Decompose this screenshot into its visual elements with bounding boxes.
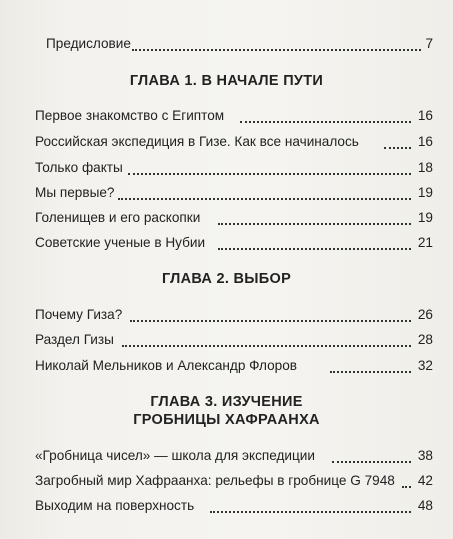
dot-leader <box>132 47 421 51</box>
dot-leader <box>130 318 411 322</box>
toc-entry-title: Раздел Гизы <box>35 332 114 347</box>
dot-leader <box>128 171 411 175</box>
chapter-1-heading <box>0 72 453 90</box>
toc-entry-title: Только факты <box>35 160 123 175</box>
toc-entry-title: «Гробница чисел» — школа для экспедиции <box>35 448 315 463</box>
toc-entry[interactable] <box>0 106 453 126</box>
toc-entry[interactable] <box>0 158 453 178</box>
toc-entry-title: Голенищев и его раскопки <box>35 210 201 225</box>
toc-entry-title: Мы первые? <box>35 185 115 200</box>
toc-entry-preface[interactable] <box>0 34 453 54</box>
toc-entry[interactable] <box>0 132 453 152</box>
toc-entry-page: 32 <box>417 358 433 373</box>
chapter-3-heading <box>0 393 453 429</box>
chapter-heading-line: ГЛАВА 2. ВЫБОР <box>161 271 292 287</box>
dot-leader <box>122 343 411 347</box>
toc-entry-page: 16 <box>417 134 433 149</box>
toc-entry-page: 16 <box>417 108 433 123</box>
chapter-2-heading <box>0 270 453 288</box>
chapter-heading-line: ГЛАВА 3. ИЗУЧЕНИЕ <box>150 394 303 410</box>
dot-leader <box>240 119 411 123</box>
toc-entry-title: Советские ученые в Нубии <box>35 235 206 250</box>
toc-entry-title: Николай Мельников и Александр Флоров <box>35 358 298 373</box>
toc-entry[interactable] <box>0 208 453 228</box>
toc-entry-page: 48 <box>417 498 433 513</box>
chapter-heading-line: ГЛАВА 1. В НАЧАЛЕ ПУТИ <box>129 73 324 89</box>
toc-entry-title: Предисловие <box>46 36 131 51</box>
dot-leader <box>118 196 411 200</box>
toc-entry-title: Первое знакомство с Египтом <box>35 108 225 123</box>
toc-entry-page: 7 <box>425 36 433 51</box>
toc-entry-page: 19 <box>417 210 433 225</box>
toc-entry[interactable] <box>0 496 453 516</box>
toc-entry-page: 28 <box>417 332 433 347</box>
dot-leader <box>218 246 411 250</box>
toc-entry-page: 26 <box>417 307 433 322</box>
toc-entry-page: 18 <box>417 160 433 175</box>
toc-entry[interactable] <box>0 330 453 350</box>
toc-entry[interactable] <box>0 305 453 325</box>
toc-entry-page: 42 <box>417 473 433 488</box>
toc-entry[interactable] <box>0 233 453 253</box>
dot-leader <box>210 509 411 513</box>
toc-entry-title: Загробный мир Хафраанха: рельефы в гробнице G 7948 <box>35 473 395 488</box>
chapter-heading-line: ГРОБНИЦЫ ХАФРААНХА <box>133 412 320 428</box>
dot-leader <box>218 221 411 225</box>
toc-entry-title: Почему Гиза? <box>35 307 123 322</box>
toc-entry[interactable] <box>0 446 453 466</box>
toc-entry[interactable] <box>0 356 453 376</box>
toc-entry-page: 21 <box>417 235 433 250</box>
toc-entry-page: 19 <box>417 185 433 200</box>
toc-entry-page: 38 <box>417 448 433 463</box>
toc-entry-title: Российская экспедиция в Гизе. Как все начиналось <box>35 134 359 149</box>
toc-entry[interactable] <box>0 183 453 203</box>
toc-entry[interactable] <box>0 471 453 491</box>
toc-entry-title: Выходим на поверхность <box>35 498 195 513</box>
